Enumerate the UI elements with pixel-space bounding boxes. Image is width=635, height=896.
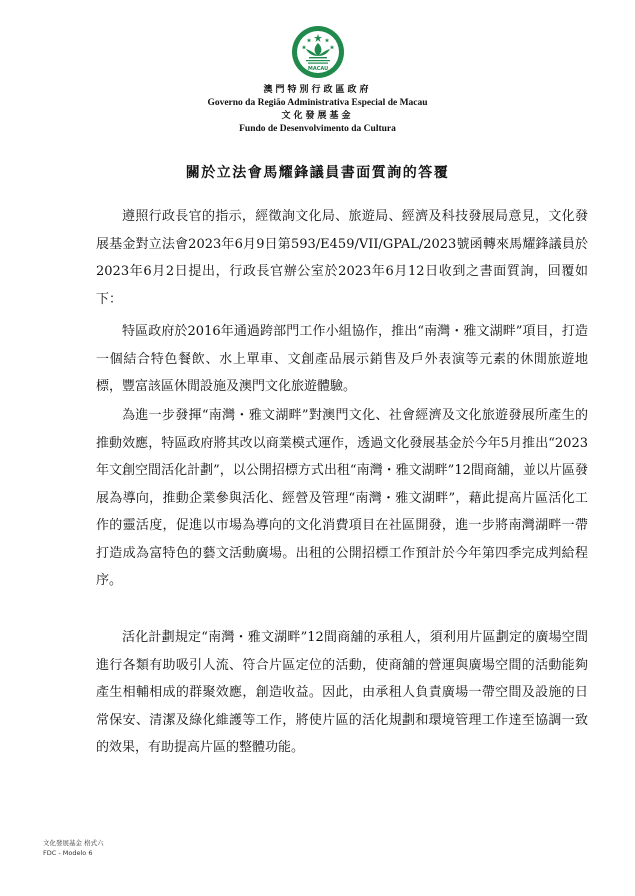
government-name-pt: Governo da Região Administrativa Especial de Macau [207, 98, 428, 108]
macau-emblem [291, 25, 345, 79]
emblem-text: MACAU [307, 66, 329, 72]
paragraph-4: 活化計劃規定“南灣・雅文湖畔”12間商舖的承租人，須利用片區劃定的廣場空間進行各類有助吸引人流、符合片區定位的活動，使商舖的營運與廣場空間的活動能夠產生相輔相成的群聚效應，創造收益。因此，由承租人負責廣場一帶空間及設施的日常保安、清潔及綠化維護等工作，將使片區的活化規劃和環境管理工作達至協調一致的效果，有助提高片區的整體功能。 [96, 630, 588, 755]
fund-name-pt: Fundo de Desenvolvimento da Cultura [239, 124, 396, 134]
document-title: 關於立法會馬耀鋒議員書面質詢的答覆 [185, 165, 450, 181]
paragraph-3: 為進一步發揮“南灣・雅文湖畔”對澳門文化、社會經濟及文化旅遊發展所產生的推動效應，特區政府將其改以商業模式運作，透過文化發展基金於今年5月推出“2023年文創空間活化計劃”，以公開招標方式出租“南灣・雅文湖畔”12間商舖，並以片區發展為導向，推動企業參與活化、經營及管理“南灣・雅文湖畔”，藉此提高片區活化工作的靈活度，促進以市場為導向的文化消費項目在社區開發，進一步將南灣湖畔一帶打造成為富特色的藝文活動廣場。出租的公開招標工作預計於今年第四季完成判給程序。 [96, 408, 588, 588]
footer-form-zh: 文化發展基金 格式六 [43, 839, 104, 847]
paragraph-2: 特區政府於2016年通過跨部門工作小組協作，推出“南灣・雅文湖畔”項目，打造一個結合特色餐飲、水上單車、文創產品展示銷售及戶外表演等元素的休閒旅遊地標，豐富該區休閒設施及澳門文化旅遊體驗。 [96, 324, 588, 394]
paragraph-1: 遵照行政長官的指示，經徵詢文化局、旅遊局、經濟及科技發展局意見，文化發展基金對立法會2023年6月9日第593/E459/VII/GPAL/2023號函轉來馬耀鋒議員於2023年6月2日提出，行政長官辦公室於2023年6月12日收到之書面質詢，回覆如下： [96, 209, 588, 307]
fund-name-zh: 文化發展基金 [281, 111, 354, 121]
government-name-zh: 澳門特別行政區政府 [263, 85, 372, 95]
footer-form-pt: FDC - Modelo 6 [43, 849, 93, 857]
